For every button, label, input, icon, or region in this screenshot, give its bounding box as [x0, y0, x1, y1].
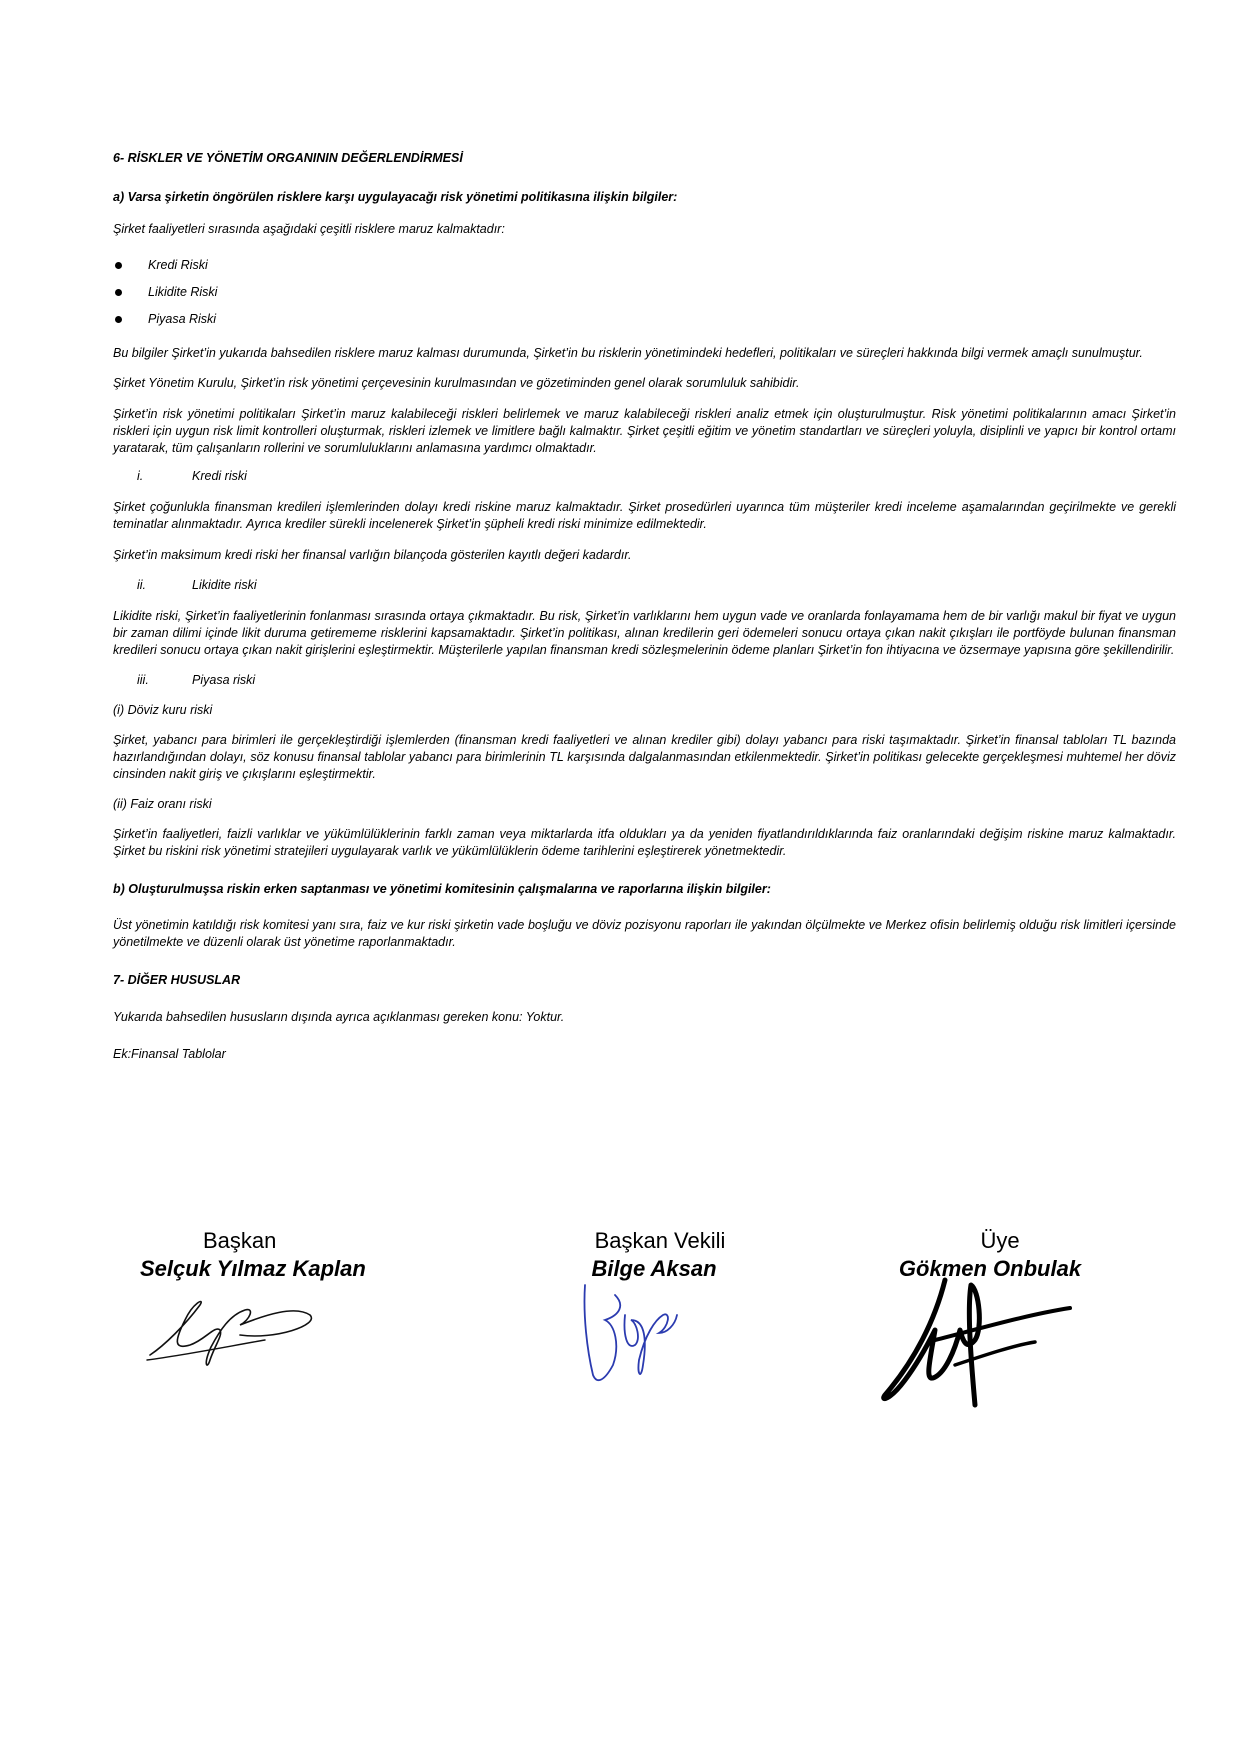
section-6b-heading: b) Oluşturulmuşsa riskin erken saptanması ve yönetimi komitesinin çalışmalarına ve raporlarına ilişkin bilgiler: — [113, 882, 771, 896]
paragraph: Şirket Yönetim Kurulu, Şirket’in risk yönetimi çerçevesinin kurulmasından ve gözetiminden genel olarak sorumluluk sahibidir. — [113, 376, 800, 390]
subsection-liquidity-risk: ii. Likidite riski — [137, 578, 257, 592]
attachment-note: Ek:Finansal Tablolar — [113, 1047, 226, 1061]
signatory-name: Selçuk Yılmaz Kaplan — [140, 1256, 366, 1281]
paragraph: Likidite riski, Şirket’in faaliyetlerinin fonlanması sırasında ortaya çıkmaktadır. Bu risk, Şirket’in varlıklarını hem uygun vade ve oranlarda fonlayamama hem de bir varlığı makul bir fiyat ve uygun bir zaman dilimi içinde likit duruma getirememe risklerini kapsamaktadır. Şirket’in politikası, alınan kredilerin geri ödemeleri sonucu ortaya çıkan nakit çıkışları ile portföyde bulunan finansman kredileri sonucu ortaya çıkan nakit girişlerini eşleştirmektir. Müşterilerle yapılan finansman kredi sözleşmelerinin ödeme planları Şirket’in fon ihtiyacına ve özsermaye yapısına göre şekillendirilir. — [113, 609, 1176, 657]
signatory-name: Bilge Aksan — [591, 1256, 717, 1281]
signatory-role: Üye — [980, 1228, 1020, 1253]
bullet-icon — [115, 262, 122, 269]
signature-kaplan-icon — [145, 1285, 325, 1375]
bullet-icon — [115, 289, 122, 296]
signature-block-chairman — [108, 1227, 388, 1283]
fx-risk-title: (i) Döviz kuru riski — [113, 703, 213, 717]
list-item: Kredi Riski — [113, 257, 1176, 284]
paragraph: Şirket’in risk yönetimi politikaları Şirket’in maruz kalabileceği riskleri belirlemek ve maruz kalabileceği riskleri analiz etmek için oluşturulmuştur. Risk yönetimi politikalarının amacı Şirket’in riskleri için uygun risk limit kontrolleri oluşturmak, riskleri izlemek ve limitlere bağlı kalmaktır. Şirket çeşitli eğitim ve yönetim standartları ve süreçleri yoluyla, disiplinli ve yapıcı bir kontrol ortamı yaratarak, tüm çalışanların rollerini ve sorumluluklarını anlamasına yardımcı olmaktadır. — [113, 407, 1176, 455]
paragraph: Yukarıda bahsedilen hususların dışında ayrıca açıklanması gereken konu: Yoktur. — [113, 1010, 565, 1024]
paragraph: Bu bilgiler Şirket’in yukarıda bahsedilen risklere maruz kalması durumunda, Şirket’in bu risklerin yönetimindeki hedefleri, politikaları ve süreçleri hakkında bilgi vermek amaçlı sunulmuştur. — [113, 346, 1143, 360]
risk-list — [113, 257, 1176, 338]
signature-aksan-icon — [575, 1275, 685, 1390]
risk-intro: Şirket faaliyetleri sırasında aşağıdaki çeşitli risklere maruz kalmaktadır: — [113, 222, 505, 236]
paragraph: Üst yönetimin katıldığı risk komitesi yanı sıra, faiz ve kur riski şirketin vade boşluğu ve döviz pozisyonu raporları ile yakından ölçülmekte ve Merkez ofisin belirlemiş olduğu risk limitleri içersinde yönetilmekte ve düzenli olarak üst yönetime raporlanmaktadır. — [113, 918, 1176, 949]
paragraph: Şirket’in faaliyetleri, faizli varlıklar ve yükümlülüklerinin farklı zaman veya miktarlarda itfa oldukları ya da yeniden fiyatlandırıldıklarında faiz oranlarındaki değişim riskine maruz kalmaktadır. Şirket bu riskini risk yönetimi stratejileri uygulayarak varlık ve yükümlülüklerin ödeme tarihlerini eşleştirerek yönetmektedir. — [113, 827, 1176, 858]
document-body — [113, 150, 1176, 1063]
subsection-credit-risk: i. Kredi riski — [137, 469, 247, 483]
signatory-role: Başkan Vekili — [594, 1228, 726, 1253]
signatory-role: Başkan — [203, 1228, 277, 1253]
section-6-heading: 6- RİSKLER VE YÖNETİM ORGANININ DEĞERLENDİRMESİ — [113, 151, 463, 165]
paragraph: Şirket, yabancı para birimleri ile gerçekleştirdiği işlemlerden (finansman kredi faaliyetleri ve alınan krediler gibi) dolayı yabancı para riski taşımaktadır. Şirket’in finansal tabloları TL bazında hazırlandığından dolayı, söz konusu finansal tablolar yabancı para birimlerinin TL karşısında dalgalanmasından etkilenmektedir. Şirket’in politikası gelecekte gerçekleşmesi muhtemel her döviz cinsinden nakit giriş ve çıkışlarını eşleştirmektir. — [113, 733, 1176, 781]
paragraph: Şirket’in maksimum kredi riski her finansal varlığın bilançoda gösterilen kayıtlı değeri kadardır. — [113, 548, 632, 562]
signatory-name: Gökmen Onbulak — [898, 1256, 1082, 1281]
interest-risk-title: (ii) Faiz oranı riski — [113, 797, 212, 811]
paragraph: Şirket çoğunlukla finansman kredileri işlemlerinden dolayı kredi riskine maruz kalmaktadır. Şirket prosedürleri uyarınca tüm müşteriler kredi inceleme aşamalarından geçirilmekte ve gerekli teminatlar alınmaktadır. Ayrıca krediler sürekli incelenerek Şirket’in şüpheli kredi riski minimize edilmektedir. — [113, 500, 1176, 531]
list-item: Piyasa Riski — [113, 311, 1176, 338]
list-item: Likidite Riski — [113, 284, 1176, 311]
section-6a-heading: a) Varsa şirketin öngörülen risklere karşı uygulayacağı risk yönetimi politikasına ilişkin bilgiler: — [113, 190, 678, 204]
signature-onbulak-icon — [875, 1270, 1075, 1410]
section-7-heading: 7- DİĞER HUSUSLAR — [113, 973, 241, 987]
subsection-market-risk: iii. Piyasa riski — [137, 673, 256, 687]
bullet-icon — [115, 316, 122, 323]
